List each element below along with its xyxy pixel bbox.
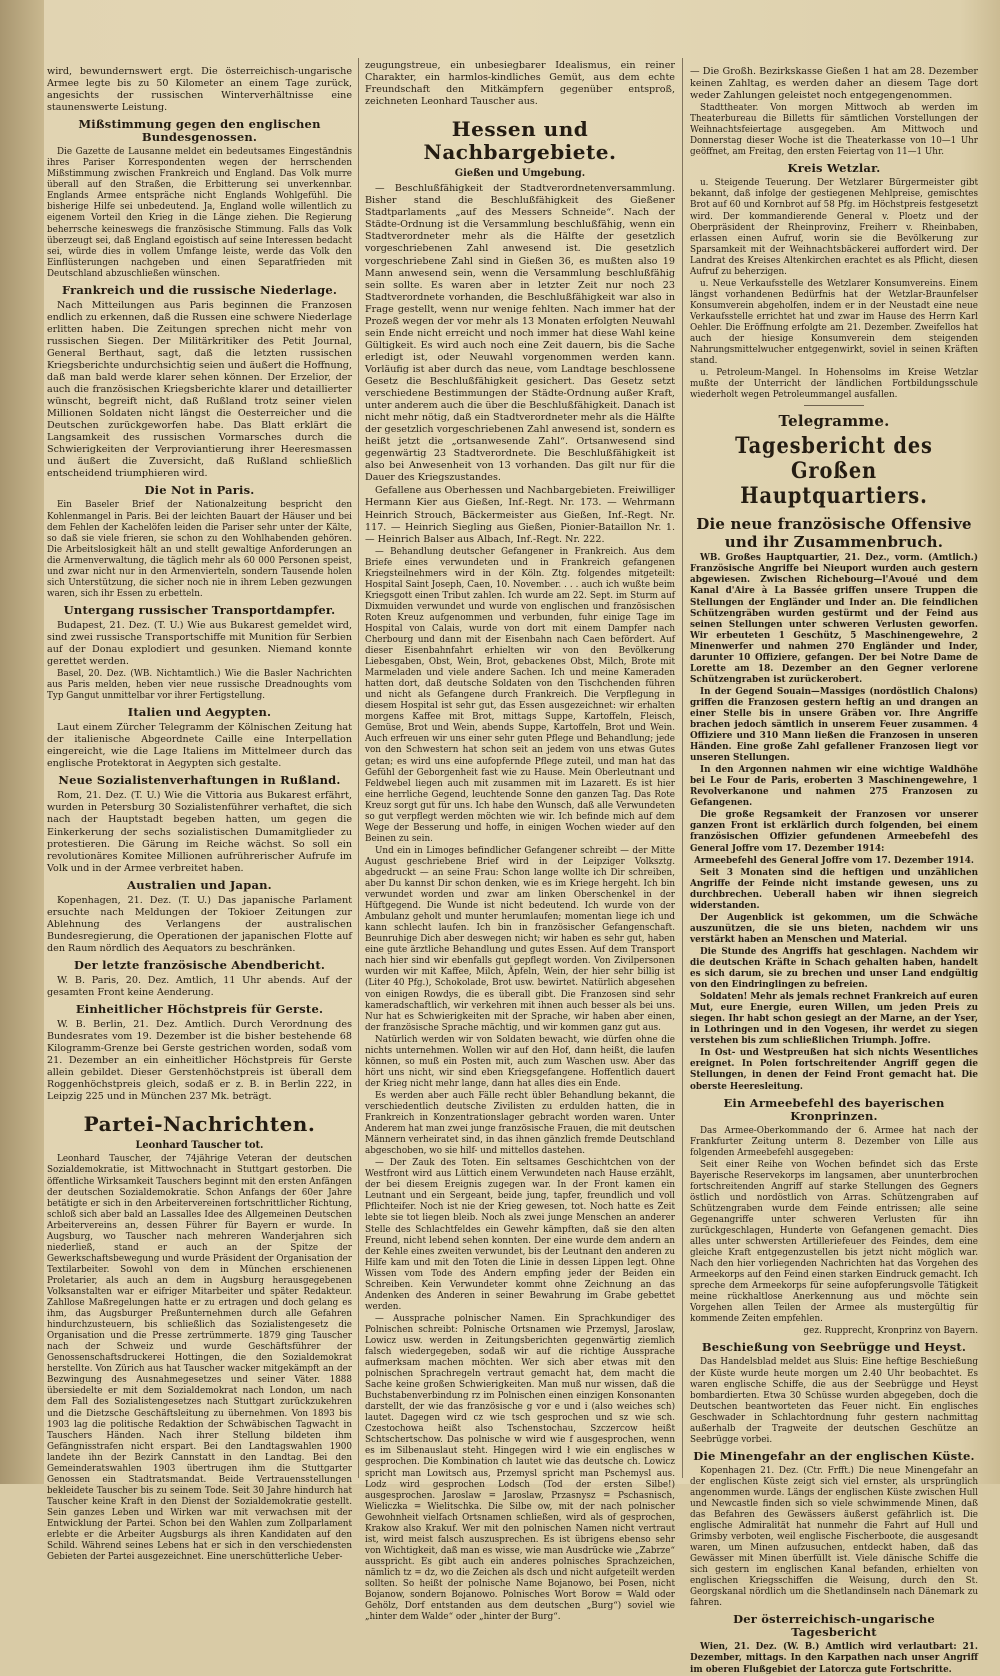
headline: Kreis Wetzlar. <box>787 161 881 176</box>
column-rule <box>682 58 683 1478</box>
article-text: Seit einer Reihe von Wochen befindet sich das Erste Bayerische Reservekorps im langsamen, aber ununterbrochen fortschreitenden Angriff auf starke Stellungen des Gegners östlich und nordöstlich von Arras. Schützengraben auf Schützengraben wurde dem Feinde entrissen; alle seine Gegenangriffe unter schweren Verlusten für ihn zurückgeschlagen, Hunderte von Gefangenen gemacht. Dies alles unter schwersten Artilleriefeuer des Feindes, dem eine gleiche Kraft entgegenzustellen bis jetzt nicht möglich war. Nach den hier vorliegenden Nachrichten hat das Vorgehen des Armeekorps auf den Feind einen starken Eindruck gemacht. Ich spreche dem Armeekorps für seine aufopferungsvolle Tätigkeit meine rückhaltlose Anerkennung aus und möchte sein Vorgehen allen Teilen der Armee als mustergültig für kommende Zeiten empfehlen. <box>690 1159 978 1325</box>
headline: Der österreichisch-ungarische Tagesbericht <box>733 1612 935 1640</box>
article-text: Die Gazette de Lausanne meldet ein bedeutsames Eingeständnis ihres Pariser Korrespondenten wegen der herrschenden Mißstimmung zwischen Frankreich und England. Das Volk murre überall auf den Straßen, die Erbitterung sei unverkennbar. Englands Armee entspräche nicht Englands Wohlgefühl. Die bisherige Hilfe sei unbedeutend. Ja, England wolle willentlich zu eigenem Vorteil den Krieg in die Länge ziehen. Die Regierung beherrsche keineswegs die französische Stimmung. Falls das Volk überzeugt sei, daß England egoistisch auf seine Interessen bedacht sei, würde dies in vollem Umfange leiste, werde das Volk den Einflüsterungen nachgeben und einen Separatfrieden mit Deutschland abzuschließen wünschen. <box>47 147 352 279</box>
page-edge-shadow <box>0 0 44 1484</box>
article-text: Leonhard Tauscher, der 74jährige Veteran der deutschen Sozialdemokratie, ist Mittwochnacht in Stuttgart gestorben. Die öffentliche Wirksamkeit Tauschers beginnt mit den ersten Anfängen der deutschen Sozialdemokratie. Schon Anfangs der 60er Jahre betätigte er sich in den Arbeitervereinen fortschrittlicher Richtung, schloß sich aber bald an Lassalles Idee des Allgemeinen Deutschen Arbeitervereins an, dessen Führer für Bayern er wurde. In Augsburg, wo Tauscher nach mehreren Wanderjahren sich niederließ, stand er auch an der Spitze der Gewerkschaftsbewegung und wurde Präsident der Organisation der Textilarbeiter. Sowohl von dem in München erschienenen Proletarier, als auch an dem in Augsburg herausgegebenen Volksanstalten war er eifriger Mitarbeiter und später Redakteur. Zahllose Maßregelungen hatte er zu ertragen und doch gelang es ihm, das Augsburger Preßunternehmen durch alle Gefahren hindurchzusteuern, bis schließlich das Sozialistengesetz die Organisation und die Presse zertrümmerte. 1879 ging Tauscher nach der Schweiz und wurde Geschäftsführer der Genossenschaftsdruckerei Hottingen, die den Sozialdemokrat herstellte. Von Zürich aus hat Tauscher wacker mitgekämpft an der Bezwingung des Ausnahmegesetzes und seiner Väter. 1888 übersiedelte er mit dem Sozialdemokrat nach London, um nach dem Fall des Sozialistengesetzes nach Stuttgart zurückzukehren und die Dietzsche Geschäftsleitung zu übernehmen. Von 1893 bis 1903 lag die politische Redaktion der Schwäbischen Tagwacht in Tauschers Händen. Nach ihrer Stellung bildeten ihm Gefängnisstrafen nicht erspart. Bei den Landtagswahlen 1900 landete ihn der Bezirk Cannstatt in den Landtag. Bei den Gemeinderatswahlen 1903 übertrugen ihm die Stuttgarter Genossen ein Stadtratsmandat. Beide Vertrauensstellungen bekleidete Tauscher bis zu seinem Tode. Seit 30 Jahre hindurch hat Tauscher keine Kraft in den Dienst der Sozialdemokratie gestellt. Sein ganzes Leben und Wirken war mit verwachsen mit der Entwicklung der Partei. Schon bei den Wahlen zum Zollparlament erlebte er die Arbeiter Augsburgs als ihren Kandidaten auf den Schild. Während seines Lebens hat er sich in den verschiedensten Gebieten der Partei ausgezeichnet. Eine unerschütterliche Ueber- <box>47 1154 352 1563</box>
headline: Mißstimmung gegen den englischen Bundesgenossen. <box>78 117 321 145</box>
headline: Die Not in Paris. <box>144 483 255 498</box>
headline: Einheitlicher Höchstpreis für Gerste. <box>75 1002 324 1017</box>
headline: Die Minengefahr an der englischen Küste. <box>693 1448 975 1463</box>
headline: Untergang russischer Transportdampfer. <box>63 602 336 617</box>
article-text: wird, bewundernswert ergt. Die österreichisch-ungarische Armee legte bis zu 50 Kilometer an einem Tage zurück, angesichts der russischen Winterverhältnisse eine staunenswerte Leistung. <box>47 66 352 114</box>
article-text: — Der Zauk des Toten. Ein seltsames Geschichtchen von der Westfront wird aus Lüttich einem Verwundeten nach Hause erzählt, der bei diesem Ereignis zugegen war. In der Front kamen ein Leutnant und ein Sergeant, beide jung, tapfer, freundlich und voll Pflichteifer. Noch ist nie der Krieg gewesen, tot. Noch hatte es Zeit lebte sie tot liegen bleib. Noch als zwei junge Menschen an anderer Stelle des Schlachtfeldes ein Gewehr kämpften, daß sie den alten Freund, nicht lebend sehen konnten. Der eine wurde dem andern an der Kehle eines zweiten verwundet, bis der Leutnant den anderen zu Hilfe kam und mit den Toten die Linie in dessen Lippen legt. Ohne Wissen vom Tode des Andern empfing jeder der Beiden ein Schreiben. Kein Verwundeter kommt ohne Zeichnung an das Andenken des Anderen in seiner Bewahrung im Grabe gebettet werden. <box>365 1158 675 1312</box>
article-text: Stadttheater. Von morgen Mittwoch ab werden im Theaterbureau die Billetts für sämtlichen Vorstellungen der Weihnachtsfeiertage ausgegeben. Am Mittwoch und Donnerstag dieser Woche ist die Theaterkasse von 10—1 Uhr geöffnet, am Freitag, den ersten Feiertag von 11—1 Uhr. <box>690 103 978 158</box>
article-text: Natürlich werden wir von Soldaten bewacht, wie dürfen ohne die nichts unternehmen. Wollen wir auf den Hof, dann heißt, die laufen können, so muß ein Posten mit, auch zum Waschen usw. Aber das hört uns nicht, wir sind eben Kriegsgefangene. Hoffentlich dauert der Krieg nicht mehr lange, dann hat alles dies ein Ende. <box>365 1034 675 1089</box>
subsection-heading: Gießen und Umgebung. <box>454 168 586 180</box>
article-text: Nach Mitteilungen aus Paris beginnen die Franzosen endlich zu erkennen, daß die Russen eine schwere Niederlage erlitten haben. Die Zeitungen sprechen nicht mehr von russischen Siegen. Der Militärkritiker des Petit Journal, General Berthaut, sagt, daß die letzten russischen Kriegsberichte undurchsichtig seien und äußert die Hoffnung, daß man bald werde klarer sehen können. Der Erzelior, der auch die französischen Kriegsberichte klarer und detaillierter wünscht, begreift nicht, daß Rußland trotz seiner vielen Millionen Soldaten nicht längst die Oesterreicher und die Deutschen zurückgeworfen habe. Das Blatt erklärt die Langsamkeit des russischen Vormarsches durch die Schwierigkeiten der Verproviantierung ihrer Heeresmassen und äußert die Zuversicht, daß Rußland schließlich entscheidend triumphieren wird. <box>47 299 352 480</box>
article-text: Kopenhagen 21. Dez. (Ctr. Frfft.) Die neue Minengefahr an der englischen Küste zeigt sich viel ernster, als ursprünglich angenommen wurde. Längs der englischen Küste zwischen Hull und Newcastle finden sich so viele schwimmende Minen, daß das Befahren des Gewässers äußerst gefährlich ist. Die englische Admiralität hat nunmehr die Fahrt auf Hull und Grimsby verboten, weil englische Fischerboote, die ausgesandt waren, um Minen aufzusuchen, entdeckt haben, daß das Gewässer mit Minen überfüllt ist. Viele dänische Schiffe die sich gestern im englischen Kanal befanden, erhielten von englischen Kriegsschiffen die Weisung, durch den St. Georgskanal nördlich um die Shetlandinseln nach Dänemark zu fahren. <box>690 1465 978 1609</box>
article-text: W. B. Paris, 20. Dez. Amtlich, 11 Uhr abends. Auf der gesamten Front keine Aenderung. <box>47 974 352 998</box>
article-text: Die Stunde des Angriffs hat geschlagen. Nachdem wir die deutschen Kräfte in Schach gehalten haben, handelt es sich darum, sie zu brechen und unser Land endgültig von den Eindringlingen zu befreien. <box>690 946 978 991</box>
article-text: Budapest, 21. Dez. (T. U.) Wie aus Bukarest gemeldet wird, sind zwei russische Transportschiffe mit Munition für Serbien auf der Donau explodiert und gesunken. Niemand konnte gerettet werden. <box>47 619 352 668</box>
article-text: Der Augenblick ist gekommen, um die Schwäche auszunützen, die sie uns bieten, nachdem wir uns verstärkt haben an Menschen und Material. <box>690 912 978 945</box>
article-subtitle: Leonhard Tauscher tot. <box>135 1140 264 1152</box>
section-heading: Partei-Nachrichten. <box>83 1112 316 1137</box>
article-text: Kopenhagen, 21. Dez. (T. U.) Das japanische Parlament ersuchte nach Meldungen der Tokioer Zeitungen zur Ablehnung des Verlangens der australischen Bundesregierung, die Operationen der japanischen Flotte auf den Raum nördlich des Aequators zu beschränken. <box>47 894 352 954</box>
article-text: Laut einem Zürcher Telegramm der Kölnischen Zeitung hat der italienische Abgeordnete Caille eine Interpellation eingereicht, wie die Lage Italiens im Mittelmeer durch das englische Protektorat in Aegypten sich gestalte. <box>47 722 352 770</box>
column-2 <box>365 60 675 1623</box>
article-text: — Aussprache polnischer Namen. Ein Sprachkundiger des Polnischen schreibt: Polnische Ortsnamen wie Przemysl, Jaroslaw, Lowicz usw. werden in Zeitungsberichten gegenwärtig ziemlich falsch wiedergegeben, sodaß wir auf die richtige Aussprache aufmerksam machen möchten. Wer sich aber etwas mit den polnischen Sprachregeln vertraut gemacht hat, dem macht die Sache keine großen Schwierigkeiten. Man muß nur wissen, daß die Buchstabenverbindung rz im Polnischen einen einzigen Konsonanten darstellt, der wie das französische g vor e und i (also weiches sch) lautet. Dagegen wird cz wie tsch gesprochen und sz wie sch. Czestochowa heißt also Tschenstochau, Szczercow heißt Schtschertschow. Das polnische w wird wie f ausgesprochen, wenn es im Silbenauslaut steht. Hingegen wird ł wie ein englisches w gesprochen. Die Kombination ch lautet wie das deutsche ch. Lowicz spricht man Lowitsch aus, Przemysl spricht man Pschemysl aus. Lodz wird gesprochen Lodsch (Tod der ersten Silbe!) ausgesprochen. Jaroslaw = Jaroslaw, Przasnysz = Pschasnisch, Wieliczka = Wielitschka. Die Silbe ow, mit der nach polnischer Gewohnheit vielfach Ortsnamen schließen, wird als of gesprochen, Krakow also Krakuf. Wer mit den polnischen Namen nicht vertraut ist, wird meist falsch auszusprechen. Es ist übrigens ebenso sehr von Wichtigkeit, daß man es wisse, wie man Ausdrücke wie „Zabrze“ ausspricht. Es gibt auch ein anderes polnisches Sprachzeichen, nämlich tz = dz, wo die Zeichen als dsch und nicht aufgeteilt werden sollten. So heißt der polnische Name Bojanowo, bei Posen, nicht Bojanow, sondern Bojanowo. Polnisches Wort Borow = Wald oder Gehölz, Dorf entstanden aus dem deutschen „Burg“) soviel wie „hinter dem Walde“ oder „hinter der Burg“. <box>365 1313 675 1623</box>
article-text: Und ein in Limoges befindlicher Gefangener schreibt — der Mitte August geschriebene Brief wird in der Leipziger Volksztg. abgedruckt — an seine Frau: Schon lange wollte ich Dir schreiben, aber Du kannst Dir schon denken, wie es im Kriege hergeht. Ich bin verwundet worden und zwar am linken Oberschenkel in der Hüftgegend. Die Wunde ist nicht bedeutend. Ich wurde von der Ambulanz geholt und munter herumlaufen; momentan liege ich und kann schlecht laufen. Ich bin in französischer Gefangenschaft. Beunruhige Dich aber deswegen nicht; wir haben es sehr gut, haben eine gute ärztliche Behandlung und gutes Essen. Auf dem Transport nach hier sind wir ebenfalls gut gepflegt worden. Von Zivilpersonen wurden wir mit Kaffee, Milch, Äpfeln, Wein, der hier sehr billig ist (Liter 40 Pfg.), Schokolade, Brot usw. bewirtet. Natürlich abgesehen von einigen Rowdys, die es überall gibt. Die Franzosen sind sehr kameradschaftlich, wir verkehren mit ihnen auch besser als bei uns. Nur hat es Schwierigkeiten mit der Sprache, wir haben aber einen, der französische Sprache mächtig, und wir kommen ganz gut aus. <box>365 845 675 1033</box>
article-text: u. Steigende Teuerung. Der Wetzlarer Bürgermeister gibt bekannt, daß infolge der gestiegenen Mehlpreise, gemischtes Brot auf 60 und Kornbrot auf 58 Pfg. im Höchstpreis festgesetzt wird. Der kommandierende General v. Ploetz und der Oberpräsident der Rheinprovinz, Freiherr v. Rheinbaben, erlassen einen Aufruf, worin sie die Bevölkerung zur Sparsamkeit mit der Weihnachtsbäckerei auffordert wird. Der Landrat des Kreises Altenkirchen erachtet es als Pflicht, diesen Aufruf zu beherzigen. <box>690 178 978 277</box>
main-headline: Tagesbericht des Großen Hauptquartiers. <box>735 433 933 510</box>
article-text: Seit 3 Monaten sind die heftigen und unzählichen Angriffe der Feinde nicht imstande gewesen, uns zu durchbrechen. Ueberall haben wir ihnen siegreich widerstanden. <box>690 867 978 911</box>
article-text: Basel, 20. Dez. (WB. Nichtamtlich.) Wie die Basler Nachrichten aus Paris melden, heben vier neue russische Dreadnoughts vom Typ Gangut unmittelbar vor ihrer Fertigstellung. <box>47 669 352 702</box>
article-text: Die große Regsamkeit der Franzosen vor unserer ganzen Front ist erklärlich durch folgenden, bei einem französischen Offizier gefundenen Armeebefehl des General Joffre vom 17. Dezember 1914: <box>690 810 978 854</box>
headline: Der letzte französische Abendbericht. <box>73 957 326 972</box>
article-text: — Beschlußfähigkeit der Stadtverordnetenversammlung. Bisher stand die Beschlußfähigkeit des Gießener Stadtparlaments „auf des Messers Schneide“. Nach der Städte-Ordnung ist die Versammlung beschlußfähig, wenn ein Stadtverordneter mehr als die Hälfte der gesetzlich vorgeschriebenen Zahl anwesend ist. Die gesetzlich vorgeschriebene Zahl sind in Gießen 36, es mußten also 19 Mann anwesend sein, wenn die Versammlung beschlußfähig sein sollte. Es waren aber in letzter Zeit nur noch 23 Stadtverordnete vorhanden, die Beschlußfähigkeit war also in Frage gestellt, wenn nur wenige fehlten. Nach immer hat der Prozeß wegen der vor mehr als 13 Monaten erfolgten Neuwahl sein Ende nicht erreicht und noch immer hat diese Wahl keine Gültigkeit. Es wird auch noch eine Zeit dauern, bis die Sache erledigt ist, oder Neuwahl vorgenommen werden kann. Vorläufig ist aber durch das neue, vom Landtage beschlossene Gesetz die Beschlußfähigkeit gesichert. Das Gesetz setzt verschiedene Bestimmungen der Städte-Ordnung außer Kraft, unter anderem auch die über die Beschlußfähigkeit. Danach ist nicht mehr nötig, daß ein Stadtverordneter mehr als die Hälfte der gesetzlich vorgeschriebenen Zahl anwesend ist, sondern es heißt jetzt die „ortsanwesende Zahl“. Ortsanwesend sind gegenwärtig 23 Stadtverordnete. Die Beschlußfähigkeit ist also bei Anwesenheit von 13 vorhanden. Das gilt nur für die Dauer des Kriegszustandes. <box>365 183 675 484</box>
column-rule <box>358 58 359 1478</box>
headline: Beschießung von Seebrügge und Heyst. <box>701 1340 967 1355</box>
section-heading: Hessen und Nachbargebiete. <box>423 117 617 165</box>
column-3 <box>690 66 978 1675</box>
article-text: W. B. Berlin, 21. Dez. Amtlich. Durch Verordnung des Bundesrates vom 19. Dezember ist die bisher bestehende 68 Kilogramm-Grenze bei Gerste gestrichen worden, sodaß vom 21. Dezember an ein einheitlicher Höchstpreis für Gerste allein gebildet. Dieser Gerstenhöchstpreis ist überall dem Roggenhöchstpreis gleich, sodaß er z. B. in Berlin 222, in Leipzig 225 und in München 237 Mk. beträgt. <box>47 1019 352 1103</box>
headline: Italien und Aegypten. <box>127 705 272 720</box>
article-text: Es werden aber auch Fälle recht übler Behandlung bekannt, die verschiedentlich deutsche Zivilisten zu erdulden hatten, die in Frankreich in Konzentrationslager gebracht worden waren. Unter Anderem hat man zwei junge französische Frauen, die mit deutschen Männern verheiratet sind, in das ihnen gänzlich fremde Deutschland abgeschoben, wo sie hilf- und mittellos dastehen. <box>365 1090 675 1157</box>
article-text: Armeebefehl des General Joffre vom 17. Dezember 1914. <box>694 855 974 866</box>
headline: Die neue französische Offensive und ihr Zusammenbruch. <box>696 515 972 552</box>
headline: Frankreich und die russische Niederlage. <box>61 282 338 297</box>
article-text: Das Handelsblad meldet aus Sluis: Eine heftige Beschießung der Küste wurde heute morgen um 2.40 Uhr beobachtet. Es waren englische Schiffe, die aus der Seebrügge und Heyst bombardierten. Etwa 30 Schüsse wurden abgegeben, doch die Deutschen beantworteten das Feuer nicht. Ein englisches Geschwader in Schlachtordnung fuhr gestern nachmittag außerhalb der Tragweite der deutschen Geschütze an Seebrügge vorbei. <box>690 1357 978 1445</box>
article-text: u. Neue Verkaufsstelle des Wetzlarer Konsumvereins. Einem längst vorhandenen Bedürfnis hat der Wetzlar-Braunfelser Konsumverein abgeholfen, indem er in der Neustadt eine neue Verkaufsstelle errichtet hat und zwar im Hause des Herrn Karl Oehler. Die Eröffnung erfolgte am 21. Dezember. Zweifellos hat auch der hiesige Konsumverein dem steigenden Nahrungsmittelwucher entgegenwirkt, soviel in seinen Kräften stand. <box>690 278 978 367</box>
article-text: Das Armee-Oberkommando der 6. Armee hat nach der Frankfurter Zeitung unterm 8. Dezember von Lille aus folgenden Armeebefehl ausgegeben: <box>690 1125 978 1158</box>
signature-line: gez. Rupprecht, Kronprinz von Bayern. <box>803 1326 978 1337</box>
column-1 <box>47 66 352 1563</box>
article-text: — Die Großh. Bezirkskasse Gießen 1 hat am 28. Dezember keinen Zahltag, es werden daher an diesem Tage dort weder Zahlungen geleistet noch entgegengenommen. <box>690 66 978 102</box>
article-text: u. Petroleum-Mangel. In Hohensolms im Kreise Wetzlar mußte der Unterricht der ländlichen Fortbildungsschule wiederholt wegen Petroleummangel ausfallen. <box>690 368 978 401</box>
section-heading: Telegramme. <box>778 412 890 431</box>
article-text: zeugungstreue, ein unbesiegbarer Idealismus, ein reiner Charakter, ein harmlos-kindliches Gemüt, aus dem echte Freundschaft den Mitkämpfern gegenüber entsproß, zeichneten Leonhard Tauscher aus. <box>365 60 675 108</box>
article-text: — Behandlung deutscher Gefangener in Frankreich. Aus dem Briefe eines verwundeten und in Frankreich gefangenen Kriegsteilnehmers wird in der Köln. Ztg. folgendes mitgeteilt: Hospital Saint Joseph, Caen, 10. November. . . . auch ich wußte beim Kriegsgott einen Tribut zahlen. Ich wurde am 22. Sept. im Sturm auf Dixmuiden verwundet und wurde von englischen und französischen Roten Kreuz aufgenommen und verbunden, fuhr einige Tage im Hospital von Calais, wurde von dort mit einem Dampfer nach Cherbourg und dann mit der Eisenbahn nach Caen befördert. Auf dieser Eisenbahnfahrt erhielten wir von den Bevölkerung Liebesgaben, Obst, Wein, Brot, gebackenes Obst, Milch, Brote mit Marmeladen und viele andere Sachen. Ich und meine Kameraden hatten dort, daß deutsche Soldaten von den Tischchenden führen und nicht als Gefangene durch Frankreich. Die Verpflegung in diesem Hospital ist sehr gut, das Essen ausgezeichnet: wir erhalten morgens Kaffee mit Brot, mittags Suppe, Kartoffeln, Fleisch, Gemüse, Brot und Wein, abends Suppe, Kartoffeln, Brot und Wein. Auch erfreuen wir uns einer sehr guten Pflege und Behandlung; jede von den Schwestern hat schon seit an jedem von uns etwas Gutes getan; es wird uns eine aufopfernde Pflege zuteil, und man hat das Gefühl der Geborgenheit fast wie zu Hause. Mein Oberleutnant und Feldwebel liegen auch mit zusammen mit im Lazarett. Es ist hier eine herrliche Gegend, leuchtende Sonne den ganzen Tag. Das Rote Kreuz sorgt gut für uns. Ich habe den Wunsch, daß alle Verwundeten so gut verpflegt werden möchten wie wir. Ich befinde mich auf dem Wege der Besserung und hoffe, in einigen Wochen wieder auf den Beinen zu sein. <box>365 546 675 844</box>
article-text: In der Gegend Souain—Massiges (nordöstlich Chalons) griffen die Franzosen gestern heftig an und drangen an einer Stelle bis in unsere Gräben vor. Ihre Angriffe brachen jedoch sämtlich in unserem Feuer zusammen. 4 Offiziere und 310 Mann ließen die Franzosen in unseren Händen. Eine große Zahl gefallener Franzosen liegt vor unseren Stellungen. <box>690 686 978 764</box>
divider <box>804 405 864 406</box>
article-text: Wien, 21. Dez. (W. B.) Amtlich wird verlautbart: 21. Dezember, mittags. In den Karpathen nach unser Angriff im oberen Flußgebiet der Latorcza gute Fortschritte. <box>690 1642 978 1675</box>
article-text: WB. Großes Hauptquartier, 21. Dez., vorm. (Amtlich.) Französische Angriffe bei Nieuport wurden auch gestern abgewiesen. Zwischen Richebourg—l'Avoué und dem Kanal d'Aire à La Bassée griffen unsere Truppen die Stellungen der Engländer und Inder an. Die feindlichen Schützengräben wurden gestürmt und der Feind aus seinen Stellungen unter schweren Verlusten geworfen. Wir erbeuteten 1 Geschütz, 5 Maschinengewehre, 2 Minenwerfer und nahmen 270 Engländer und Inder, darunter 10 Offiziere, gefangen. Der bei Notre Dame de Lorette am 18. Dezember an den Gegner verlorene Schützengraben ist zurückerobert. <box>690 553 978 685</box>
headline: Ein Armeebefehl des bayerischen Kronprinzen. <box>723 1095 945 1123</box>
article-text: Soldaten! Mehr als jemals rechnet Frankreich auf euren Mut, eure Energie, euren Willen, um jeden Preis zu siegen. Ihr habt schon gesiegt an der Marne, an der Yser, in Lothringen und in den Vogesen, ihr werdet zu siegen verstehen bis zum schließlichen Triumph. Joffre. <box>690 992 978 1047</box>
article-text: In Ost- und Westpreußen hat sich nichts Wesentliches ereignet. In Polen fortschreitender Angriff gegen die Stellungen, in denen der Feind Front gemacht hat. Die oberste Heeresleitung. <box>690 1048 978 1092</box>
headline: Neue Sozialistenverhaftungen in Rußland. <box>58 773 341 788</box>
headline: Australien und Japan. <box>127 877 272 892</box>
article-text: In den Argonnen nahmen wir eine wichtige Waldhöhe bei Le Four de Paris, eroberten 3 Maschinengewehre, 1 Revolverkanone und nahmen 275 Franzosen zu Gefangenen. <box>690 765 978 809</box>
article-text: Rom, 21. Dez. (T. U.) Wie die Vittoria aus Bukarest erfährt, wurden in Petersburg 30 Sozialistenführer verhaftet, die sich nach der Hauptstadt begeben hatten, um gegen die Einkerkerung der sechs sozialistischen Dumamitglieder zu protestieren. Die Gärung im Reiche wächst. So soll ein revolutionäres Komitee Millionen aufrührerischer Aufrufe im Volk und in der Armee verbreitet haben. <box>47 790 352 874</box>
article-text: Gefallene aus Oberhessen und Nachbargebieten. Freiwilliger Hermann Kier aus Gießen, Inf.-Regt. Nr. 173. — Wehrmann Heinrich Strouch, Bäckermeister aus Gießen, Inf.-Regt. Nr. 117. — Heinrich Siegling aus Gießen, Pionier-Bataillon Nr. 1. — Heinrich Balser aus Albach, Inf.-Regt. Nr. 222. <box>365 485 675 545</box>
article-text: Ein Baseler Brief der Nationalzeitung bespricht den Kohlenmangel in Paris. Bei der leichten Bauart der Häuser und bei dem Fehlen der Kachelöfen leiden die Pariser sehr unter der Kälte, so daß sie viele frieren, sie schon zu den Wohlhabenden gehören. Die Arbeitslosigkeit hält an und stellt gewaltige Anforderungen an die Armenverwaltung, die täglich mehr als 60 000 Personen speist, und zwar nicht nur in den Armenvierteln, sondern Tausende holen sich Unterstützung, die sicher noch nie in ihrem Leben gezwungen waren, sich ihr Essen zu erbetteln. <box>47 500 352 599</box>
